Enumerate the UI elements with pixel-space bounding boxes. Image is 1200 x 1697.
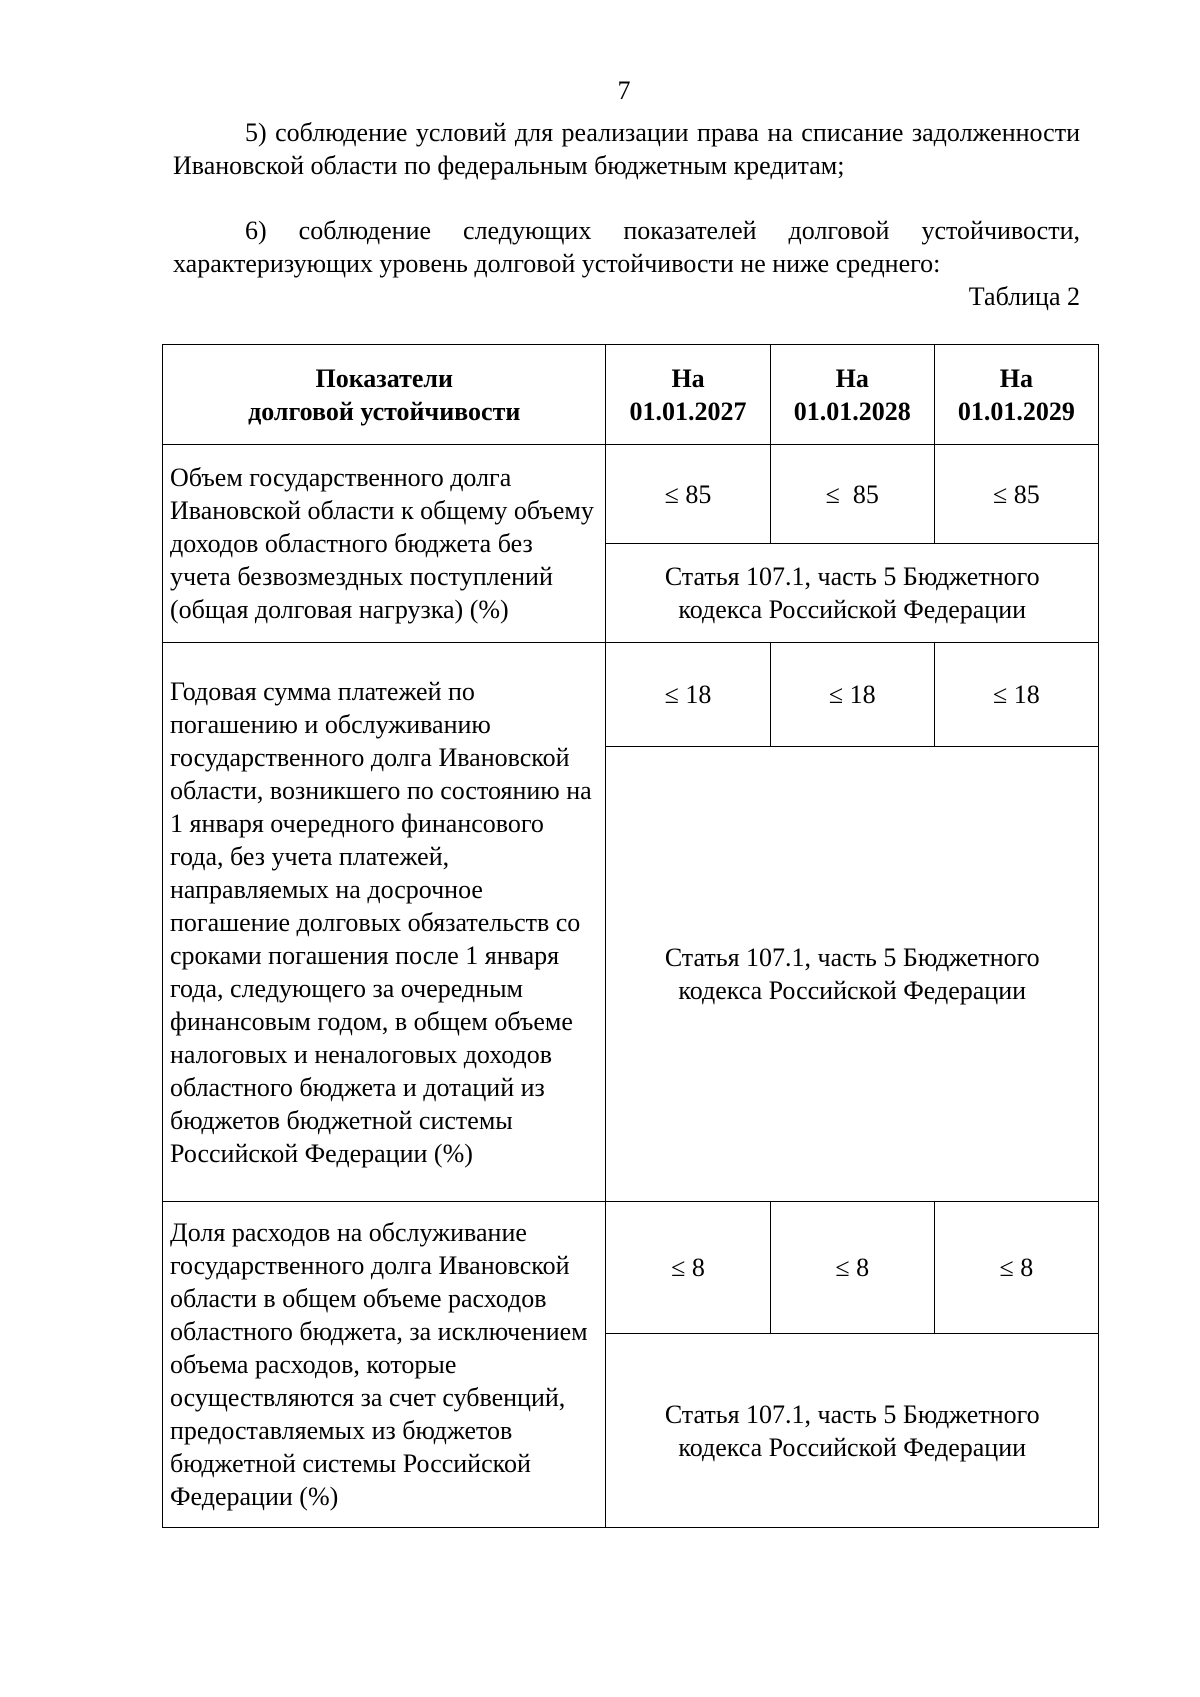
header-2027-line2: 01.01.2027 (629, 396, 747, 426)
row2-reference: Статья 107.1, часть 5 Бюджетного кодекса Российской Федерации (606, 747, 1099, 1202)
header-2027-line1: На (671, 363, 705, 393)
row3-indicator: Доля расходов на обслуживание государственного долга Ивановской области в общем объеме расходов областного бюджета, за исключением объема расходов, которые осуществляются за счет субвенций, предоставляемых из бюджетов бюджетной системы Российской Федерации (%) (163, 1202, 606, 1528)
row2-value-2029: ≤ 18 (934, 643, 1098, 747)
paragraph-6: 6) соблюдение следующих показателей долговой устойчивости, характеризующих уровень долговой устойчивости не ниже среднего: (173, 216, 1080, 278)
header-2027 (606, 345, 770, 445)
row1-indicator: Объем государственного долга Ивановской области к общему объему доходов областного бюджета без учета безвозмездных поступлений (общая долговая нагрузка) (%) (163, 445, 606, 643)
header-indicator-line2: долговой устойчивости (248, 396, 521, 426)
table-row (163, 1202, 1099, 1334)
header-2028-line1: На (835, 363, 869, 393)
paragraph-5: 5) соблюдение условий для реализации права на списание задолженности Ивановской области по федеральным бюджетным кредитам; (173, 118, 1080, 180)
header-2028 (770, 345, 934, 445)
row1-value-2028: ≤ 85 (770, 445, 934, 544)
header-2029-line1: На (999, 363, 1034, 393)
header-2029 (934, 345, 1098, 445)
header-indicator (163, 345, 606, 445)
row1-value-2027: ≤ 85 (606, 445, 770, 544)
row3-reference: Статья 107.1, часть 5 Бюджетного кодекса Российской Федерации (606, 1334, 1099, 1528)
row1-value-2029: ≤ 85 (934, 445, 1098, 544)
debt-sustainability-table (162, 344, 1099, 1528)
row2-indicator: Годовая сумма платежей по погашению и обслуживанию государственного долга Ивановской области, возникшего по состоянию на 1 января очередного финансового года, без учета платежей, направляемых на досрочное погашение долговых обязательств со сроками погашения после 1 января года, следующего за очередным финансовым годом, в общем объеме налоговых и неналоговых доходов областного бюджета и дотаций из бюджетов бюджетной системы Российской Федерации (%) (163, 643, 606, 1202)
header-2028-line2: 01.01.2028 (793, 396, 911, 426)
row1-reference: Статья 107.1, часть 5 Бюджетного кодекса Российской Федерации (606, 544, 1099, 643)
table-caption: Таблица 2 (968, 282, 1080, 311)
row3-value-2028: ≤ 8 (770, 1202, 934, 1334)
header-indicator-line1: Показатели (315, 363, 453, 393)
table-row (163, 445, 1099, 544)
header-2029-line2: 01.01.2029 (957, 396, 1075, 426)
row3-value-2029: ≤ 8 (934, 1202, 1098, 1334)
table-header-row (163, 345, 1099, 445)
row3-value-2027: ≤ 8 (606, 1202, 770, 1334)
page-number: 7 (617, 76, 631, 105)
row2-value-2027: ≤ 18 (606, 643, 770, 747)
table-row (163, 643, 1099, 747)
row2-value-2028: ≤ 18 (770, 643, 934, 747)
